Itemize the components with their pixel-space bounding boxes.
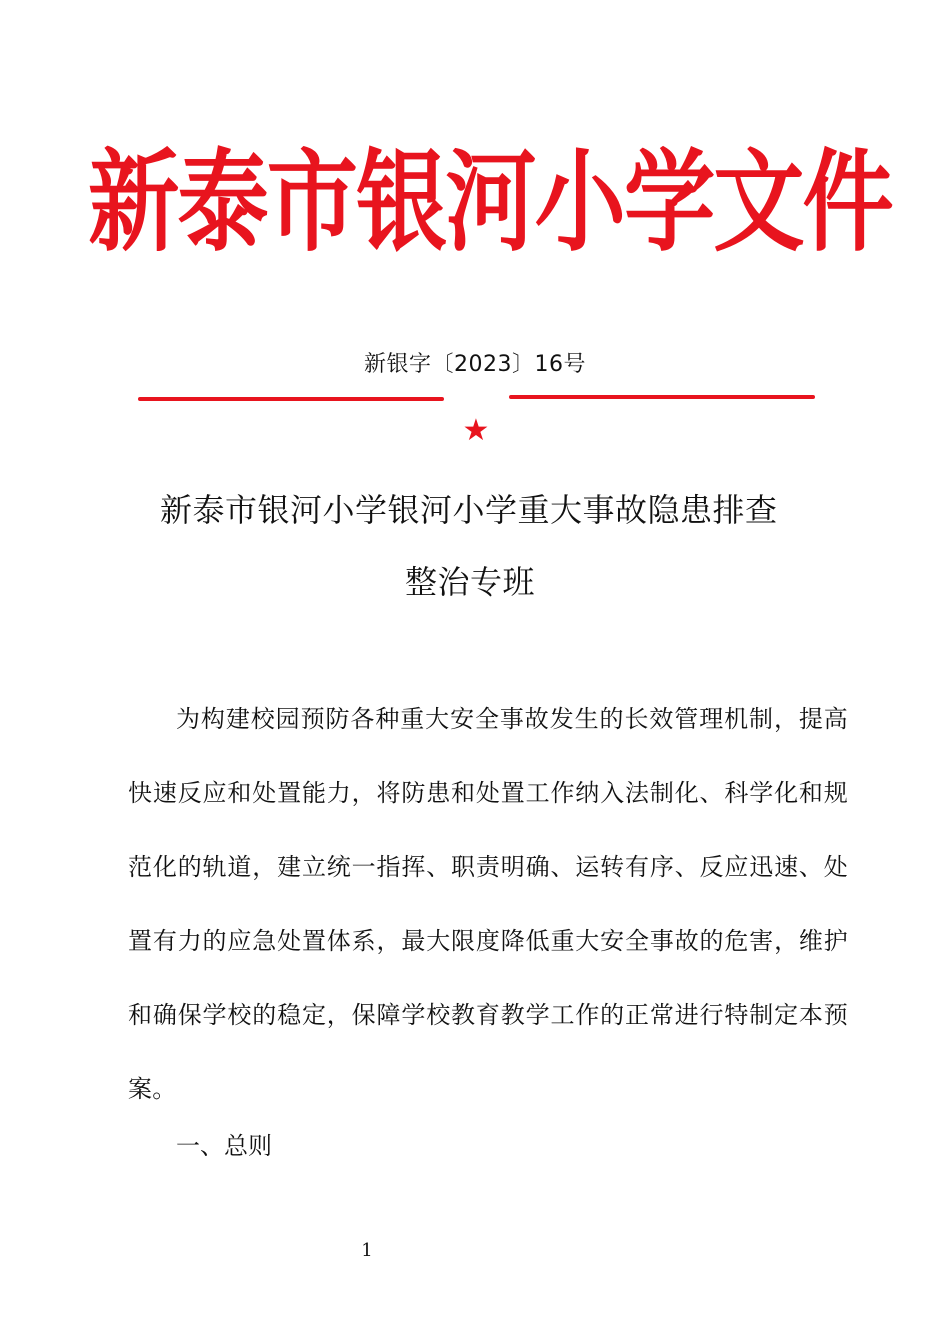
document-title [160,474,860,618]
document-masthead: 新泰市银河小学文件 [88,138,892,268]
red-divider-right [509,395,815,399]
body-paragraph: 为构建校园预防各种重大安全事故发生的长效管理机制，提高快速反应和处置能力，将防患和处置工作纳入法制化、科学化和规范化的轨道，建立统一指挥、职责明确、运转有序、反应迅速、处置有力的应急处置体系，最大限度降低重大安全事故的危害，维护和确保学校的稳定，保障学校教育教学工作的正常进行特制定本预案。 [128,705,848,1103]
page-number: 1 [361,1240,373,1261]
document-title-line1: 新泰市银河小学银河小学重大事故隐患排查 [160,491,778,529]
star-icon: ★ [462,413,490,448]
document-title-line2: 整治专班 [405,563,536,601]
document-number: 新银字〔2023〕16号 [364,352,586,377]
section-heading: 一、总则 [176,1132,272,1160]
red-divider-left [138,397,444,401]
